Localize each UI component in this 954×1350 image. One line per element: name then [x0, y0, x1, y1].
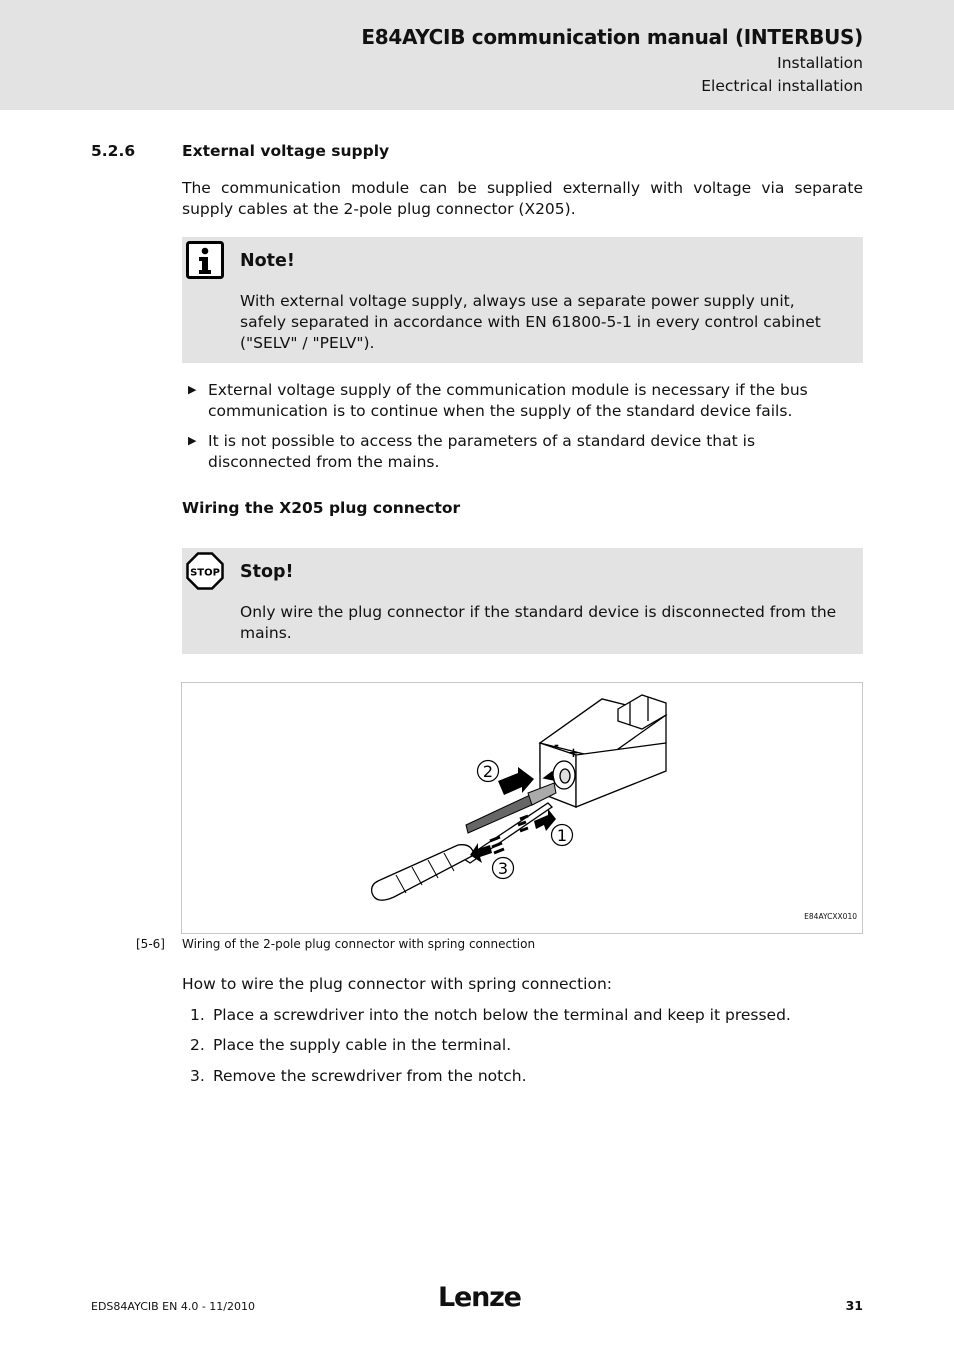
polarity-minus: -: [554, 738, 559, 752]
triangle-bullet-icon: ▶: [188, 383, 197, 396]
lenze-logo: Lenze: [438, 1282, 521, 1313]
figure-caption: Wiring of the 2-pole plug connector with spring connection: [182, 937, 536, 951]
callout-1: [552, 825, 573, 846]
stop-label: STOP: [190, 567, 220, 579]
subheading: Wiring the X205 plug connector: [182, 499, 461, 517]
step-text: Place a screwdriver into the notch below the terminal and keep it pressed.: [212, 1006, 791, 1024]
stop-sign-icon: [186, 552, 224, 590]
note-text: With external voltage supply, always use a separate power supply unit, safely separated in accordance with EN 61800-5-1 in every control cabinet ("SELV" / "PELV").: [240, 292, 821, 352]
bullet-text: It is not possible to access the parameters of a standard device that is disconnected from the mains.: [208, 432, 756, 471]
list-item: [190, 1005, 791, 1026]
callout-label: 1: [556, 826, 568, 845]
list-item: [190, 1066, 527, 1087]
chapter-label: Installation: [777, 54, 863, 72]
step-text: Place the supply cable in the terminal.: [212, 1036, 512, 1054]
insert-cable-arrow: [498, 767, 534, 795]
figure-number: [5-6]: [136, 937, 165, 951]
manual-title: E84AYCIB communication manual (INTERBUS): [361, 25, 863, 49]
note-box: [182, 237, 863, 363]
step-number: 1.: [190, 1006, 205, 1024]
callout-label: 3: [497, 859, 509, 878]
section-title: External voltage supply: [182, 142, 390, 160]
step-number: 3.: [190, 1067, 205, 1085]
section-label: Electrical installation: [701, 77, 863, 95]
stop-text: Only wire the plug connector if the standard device is disconnected from the mains.: [240, 603, 837, 642]
triangle-bullet-icon: ▶: [188, 434, 197, 447]
page-header: [0, 0, 954, 110]
info-icon: [186, 241, 224, 279]
stop-box: [182, 548, 863, 654]
page-number: 31: [845, 1298, 863, 1313]
bullet-text: External voltage supply of the communication module is necessary if the bus communication is to continue when the supply of the standard device fails.: [208, 381, 808, 420]
list-item: [190, 1035, 511, 1056]
wiring-figure: [181, 682, 863, 934]
document-id: EDS84AYCIB EN 4.0 - 11/2010: [91, 1300, 255, 1313]
list-item: [188, 431, 868, 473]
note-title: Note!: [240, 251, 295, 271]
polarity-plus: +: [568, 746, 579, 761]
section-number: 5.2.6: [91, 142, 136, 160]
callout-label: 2: [482, 762, 494, 781]
howto-paragraph: How to wire the plug connector with spring connection:: [182, 975, 612, 993]
step-number: 2.: [190, 1036, 205, 1054]
stop-title: Stop!: [240, 562, 294, 582]
list-item: [188, 380, 868, 422]
callout-3: [493, 858, 514, 879]
step-text: Remove the screwdriver from the notch.: [212, 1067, 527, 1085]
plug-connector-illustration: [182, 683, 862, 933]
image-code: E84AYCXX010: [804, 912, 857, 921]
intro-paragraph: The communication module can be supplied externally with voltage via separate supply cables at the 2-pole plug connector (X205).: [182, 179, 863, 218]
callout-2: [478, 761, 499, 782]
